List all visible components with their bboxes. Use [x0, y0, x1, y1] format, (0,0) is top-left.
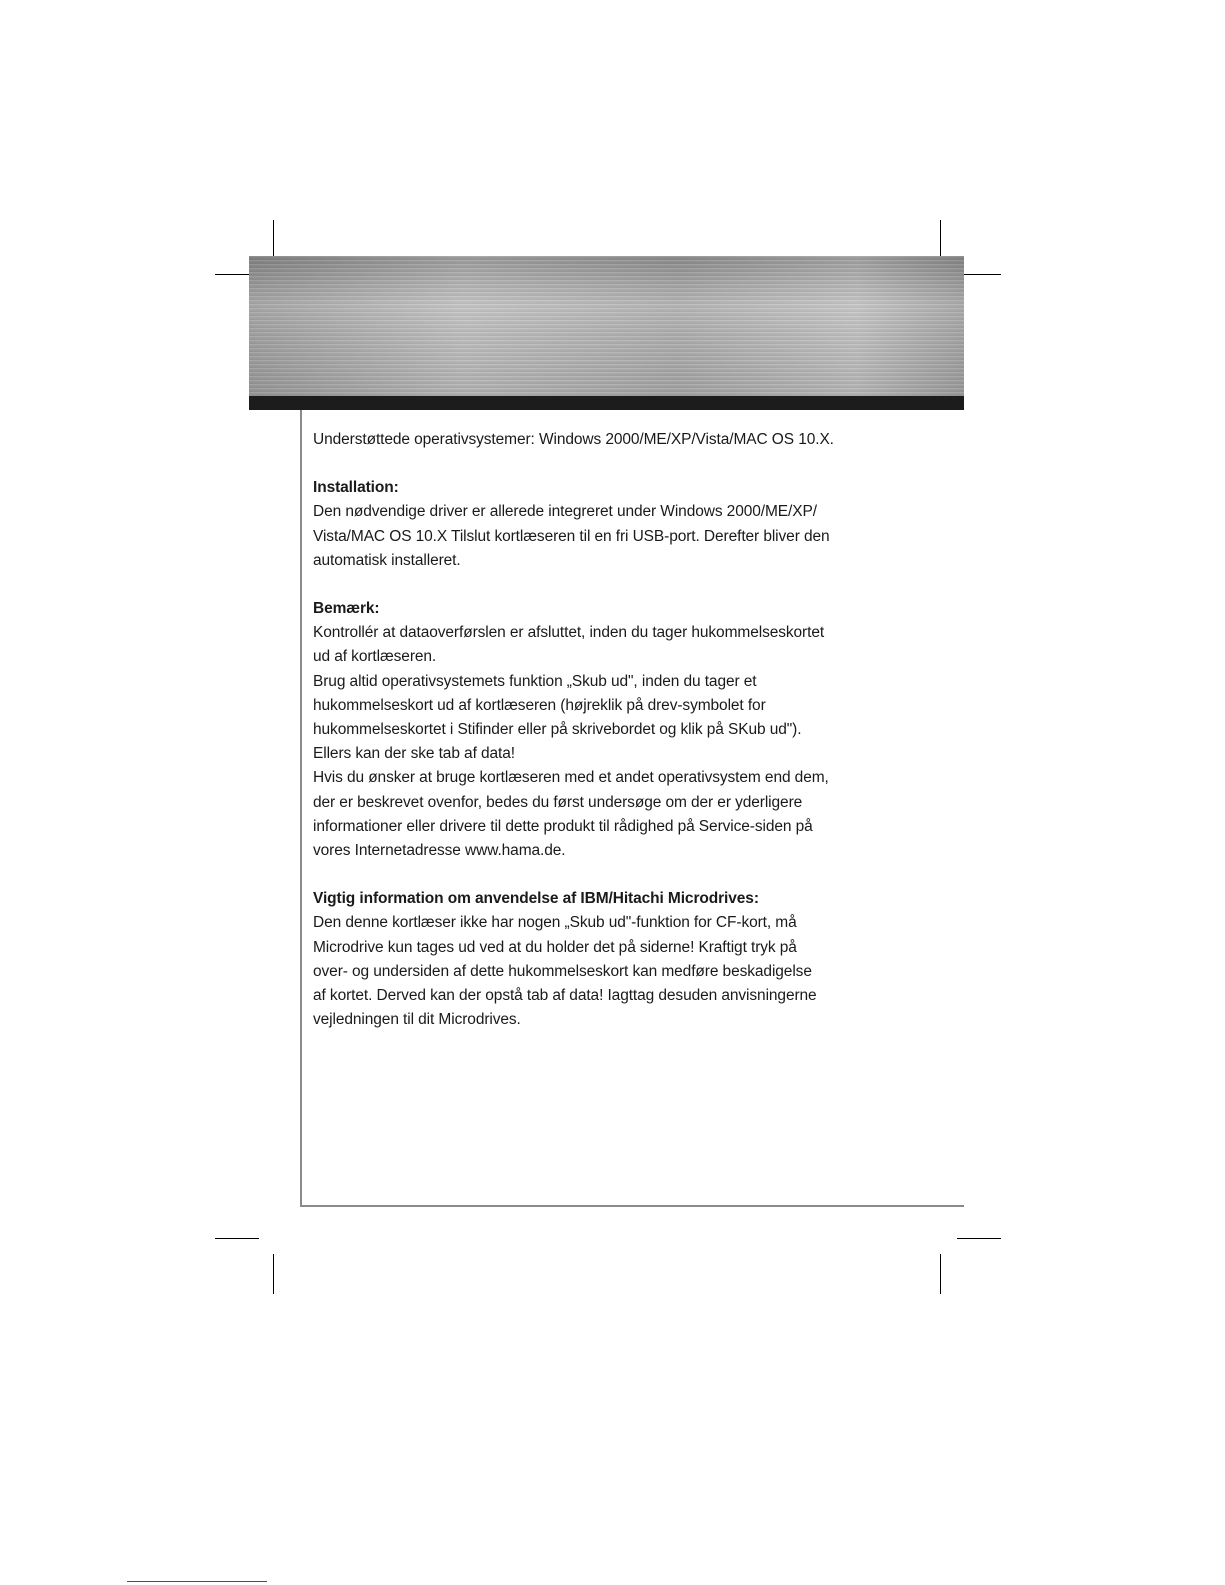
- crop-mark-top-left-vertical: [273, 220, 274, 260]
- crop-mark-bottom-right-horizontal: [957, 1238, 1001, 1239]
- supported-os-line: Understøttede operativsystemer: Windows 2000/ME/XP/Vista/MAC OS 10.X.: [313, 431, 834, 448]
- note-line: Ellers kan der ske tab af data!: [313, 745, 515, 763]
- crop-mark-bottom-left-vertical: [273, 1254, 274, 1294]
- installation-heading: Installation:: [313, 479, 399, 497]
- bottom-link-underline: [127, 1581, 267, 1582]
- note-line: hukommelseskortet i Stifinder eller på skrivebordet og klik på SKub ud").: [313, 721, 802, 739]
- microdrive-line: vejledningen til dit Microdrives.: [313, 1011, 521, 1029]
- left-column-rule: [300, 410, 302, 1207]
- crop-mark-bottom-left-horizontal: [215, 1238, 259, 1239]
- installation-line: Vista/MAC OS 10.X Tilslut kortlæseren til en fri USB-port. Derefter bliver den: [313, 527, 830, 545]
- brushed-metal-header: [249, 256, 964, 396]
- installation-line: automatisk installeret.: [313, 551, 461, 569]
- note-line: der er beskrevet ovenfor, bedes du først undersøge om der er yderligere: [313, 793, 803, 811]
- note-line: Brug altid operativsystemets funktion „Skub ud", inden du tager et: [313, 672, 757, 690]
- note-line: hukommelseskort ud af kortlæseren (højreklik på drev-symbolet for: [313, 696, 766, 714]
- crop-mark-bottom-right-vertical: [940, 1254, 941, 1294]
- microdrive-line: Microdrive kun tages ud ved at du holder det på siderne! Kraftigt tryk på: [313, 938, 797, 956]
- microdrive-line: af kortet. Derved kan der opstå tab af data! Iagttag desuden anvisningerne: [313, 987, 817, 1005]
- bottom-rule: [300, 1205, 964, 1207]
- header-dark-bar: [249, 396, 964, 410]
- microdrive-line: Den denne kortlæser ikke har nogen „Skub ud"-funktion for CF-kort, må: [313, 914, 797, 932]
- note-line: Kontrollér at dataoverførslen er afsluttet, inden du tager hukommelseskortet: [313, 624, 825, 642]
- note-line: ud af kortlæseren.: [313, 648, 437, 666]
- note-line: Hvis du ønsker at bruge kortlæseren med et andet operativsystem end dem,: [313, 769, 829, 787]
- installation-line: Den nødvendige driver er allerede integreret under Windows 2000/ME/XP/: [313, 503, 817, 521]
- microdrive-line: over- og undersiden af dette hukommelseskort kan medføre beskadigelse: [313, 962, 812, 980]
- note-line: informationer eller drivere til dette produkt til rådighed på Service-siden på: [313, 817, 813, 835]
- note-heading: Bemærk:: [313, 600, 380, 618]
- crop-mark-top-right-vertical: [940, 220, 941, 260]
- manual-text: [313, 428, 913, 1032]
- note-line: vores Internetadresse www.hama.de.: [313, 842, 566, 860]
- microdrive-heading: Vigtig information om anvendelse af IBM/Hitachi Microdrives:: [313, 890, 759, 908]
